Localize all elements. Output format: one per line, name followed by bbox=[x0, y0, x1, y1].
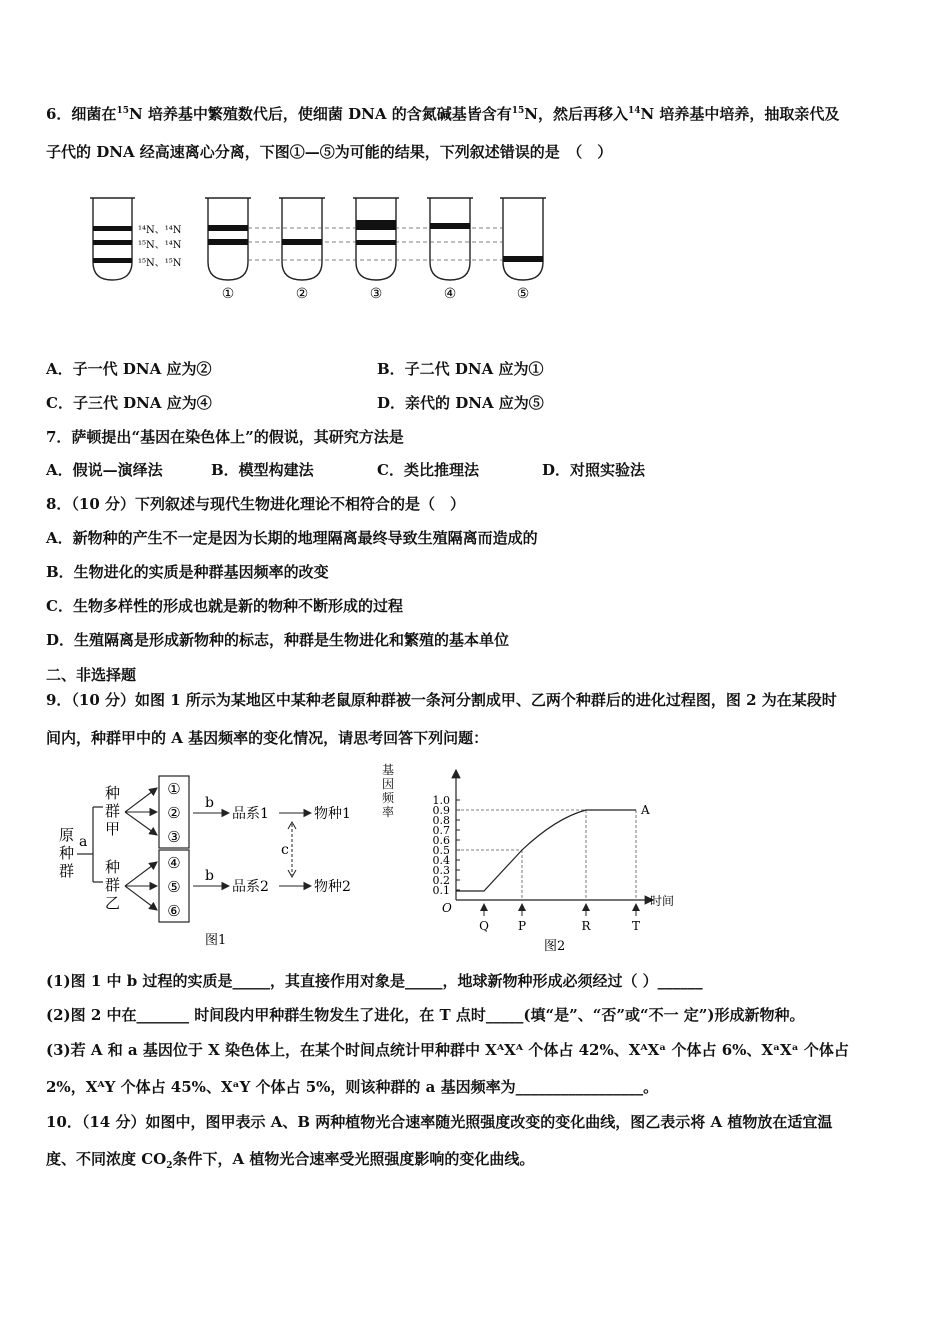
band-15n14n bbox=[93, 240, 132, 245]
point-p: P bbox=[517, 919, 527, 933]
species-1: 物种1 bbox=[314, 806, 351, 822]
tube-label-5: ⑤ bbox=[516, 286, 530, 302]
q9-stem-line1: 9．（10 分）如图 1 所示为某地区中某种老鼠原种群被一条河分割成甲、乙两个种群后的进化过程图，图 2 为在某段时 bbox=[46, 691, 837, 709]
q8-option-d[interactable]: D．生殖隔离是形成新物种的标志，种群是生物进化和繁殖的基本单位 bbox=[46, 631, 510, 649]
x-axis-label: 时间 bbox=[650, 894, 675, 908]
figure-2-caption: 图2 bbox=[544, 939, 566, 954]
tube-label-2: ② bbox=[295, 286, 309, 302]
circle-1: ① bbox=[167, 780, 181, 798]
tube-1-band bbox=[208, 239, 248, 245]
q6-option-d[interactable]: D．亲代的 DNA 应为⑤ bbox=[377, 394, 544, 412]
y-tick-label: 0.5 bbox=[432, 844, 450, 857]
label-c: c bbox=[281, 842, 289, 858]
y-tick-label: 0.4 bbox=[432, 854, 450, 867]
q10-stem-line1: 10．（14 分）如图中，图甲表示 A、B 两种植物光合速率随光照强度改变的变化曲线，图乙表示将 A 植物放在适宜温 bbox=[46, 1113, 833, 1131]
q10-text: 条件下，A 植物光合速率受光照强度影响的变化曲线。 bbox=[172, 1150, 535, 1168]
q10-text: 度、不同浓度 CO bbox=[46, 1150, 167, 1168]
species-2: 物种2 bbox=[314, 879, 351, 895]
tube-3-band bbox=[356, 240, 396, 245]
q10-stem-line2 bbox=[46, 1148, 534, 1169]
q6-centrifuge-figure bbox=[80, 190, 560, 305]
tube-1-band bbox=[208, 225, 248, 231]
q7-option-c[interactable]: C．类比推理法 bbox=[377, 461, 479, 479]
tube-2-band bbox=[282, 239, 322, 245]
isotope-sup: 14 bbox=[627, 106, 641, 116]
tube-5 bbox=[503, 198, 543, 280]
population-a-char: 群 bbox=[105, 802, 121, 820]
gene-frequency-curve bbox=[456, 810, 636, 891]
tube-3 bbox=[356, 198, 396, 280]
origin-population-char: 群 bbox=[59, 862, 75, 880]
isotope-sup: 15 bbox=[116, 106, 129, 116]
tube-3-band bbox=[356, 220, 396, 230]
population-b-char: 乙 bbox=[105, 894, 121, 912]
q9-sub1: (1)图 1 中 b 过程的实质是_____，其直接作用对象是_____，地球新物种形成必须经过（ ）______ bbox=[46, 972, 703, 990]
y-tick-label: 0.8 bbox=[432, 814, 450, 827]
strain-1: 品系1 bbox=[232, 806, 269, 822]
q7-stem: 7．萨顿提出“基因在染色体上”的假说，其研究方法是 bbox=[46, 428, 404, 446]
co2-subscript: 2 bbox=[166, 1161, 173, 1171]
tube-label-4: ④ bbox=[443, 286, 457, 302]
q6-text: 6．细菌在 bbox=[46, 105, 117, 123]
reference-tube bbox=[90, 198, 135, 280]
q9-figure-1 bbox=[55, 772, 375, 952]
y-axis-label-char: 基 bbox=[382, 763, 395, 777]
population-a-char: 甲 bbox=[105, 820, 121, 838]
y-tick-label: 0.3 bbox=[432, 864, 450, 877]
strain-2: 品系2 bbox=[232, 879, 269, 895]
q9-figure-2 bbox=[378, 760, 698, 960]
tube-label-3: ③ bbox=[369, 286, 383, 302]
band-label-15n14n: ¹⁵N、¹⁴N bbox=[138, 240, 182, 251]
circle-3: ③ bbox=[167, 828, 181, 846]
circle-2: ② bbox=[167, 804, 181, 822]
y-axis-label-char: 频 bbox=[382, 791, 395, 805]
tube-4 bbox=[430, 198, 470, 280]
q9-sub3-line2: 2%，XᴬY 个体占 45%、XᵃY 个体占 5%，则该种群的 a 基因频率为_________________。 bbox=[46, 1078, 659, 1096]
population-b-char: 种 bbox=[105, 858, 121, 876]
band-15n15n bbox=[93, 258, 132, 263]
origin-label: O bbox=[442, 901, 452, 915]
point-q: Q bbox=[479, 919, 489, 933]
q9-sub3-line1: (3)若 A 和 a 基因位于 X 染色体上，在某个时间点统计甲种群中 XᴬXᴬ 个体占 42%、XᴬXᵃ 个体占 6%、XᵃXᵃ 个体占 bbox=[46, 1041, 849, 1059]
tube-5-band bbox=[503, 256, 543, 262]
q9-stem-line2: 间内，种群甲中的 A 基因频率的变化情况，请思考回答下列问题： bbox=[46, 729, 489, 747]
band-14n14n bbox=[93, 226, 132, 231]
point-t: T bbox=[631, 919, 641, 933]
y-tick-label: 0.2 bbox=[432, 874, 450, 887]
q7-option-a[interactable]: A．假说—演绎法 bbox=[46, 461, 163, 479]
y-tick-label: 1.0 bbox=[432, 794, 450, 807]
origin-population-char: 种 bbox=[59, 844, 75, 862]
q6-option-b[interactable]: B．子二代 DNA 应为① bbox=[377, 360, 544, 378]
band-label-15n15n: ¹⁵N、¹⁵N bbox=[138, 258, 182, 269]
q8-option-b[interactable]: B．生物进化的实质是种群基因频率的改变 bbox=[46, 563, 329, 581]
y-tick-label: 0.1 bbox=[432, 884, 450, 897]
tube-label-1: ① bbox=[221, 286, 235, 302]
population-a-char: 种 bbox=[105, 784, 121, 802]
figure-1-caption: 图1 bbox=[205, 933, 227, 948]
q6-option-a[interactable]: A．子一代 DNA 应为② bbox=[46, 360, 212, 378]
y-axis-label-char: 率 bbox=[382, 805, 395, 819]
tube-4-band bbox=[430, 223, 470, 229]
circle-4: ④ bbox=[167, 854, 181, 872]
q8-option-c[interactable]: C．生物多样性的形成也就是新的物种不断形成的过程 bbox=[46, 597, 403, 615]
circle-5: ⑤ bbox=[167, 878, 181, 896]
y-tick-label: 0.7 bbox=[432, 824, 450, 837]
point-r: R bbox=[581, 919, 591, 933]
q6-stem-line1 bbox=[46, 103, 839, 124]
q7-option-d[interactable]: D．对照实验法 bbox=[542, 461, 646, 479]
label-a: a bbox=[79, 834, 88, 850]
y-tick-label: 0.9 bbox=[432, 804, 450, 817]
section-heading: 二、非选择题 bbox=[46, 666, 137, 684]
q6-text: N 培养基中培养，抽取亲代及 bbox=[640, 105, 840, 123]
isotope-sup: 15 bbox=[511, 106, 525, 116]
y-tick-label: 0.6 bbox=[432, 834, 450, 847]
circle-6: ⑥ bbox=[167, 902, 181, 920]
q6-stem-line2: 子代的 DNA 经高速离心分离，下图①—⑤为可能的结果，下列叙述错误的是 （ ） bbox=[46, 143, 613, 161]
y-axis-label-char: 因 bbox=[382, 777, 395, 791]
label-b-top: b bbox=[205, 795, 214, 811]
q8-stem: 8．（10 分）下列叙述与现代生物进化理论不相符合的是（ ） bbox=[46, 495, 466, 513]
label-b-bottom: b bbox=[205, 868, 214, 884]
q7-option-b[interactable]: B．模型构建法 bbox=[211, 461, 314, 479]
q6-option-c[interactable]: C．子三代 DNA 应为④ bbox=[46, 394, 212, 412]
q9-sub2: (2)图 2 中在_______ 时间段内甲种群生物发生了进化，在 T 点时_____(填“是”、“否”或“不一 定”)形成新物种。 bbox=[46, 1006, 805, 1024]
q6-text: N 培养基中繁殖数代后，使细菌 DNA 的含氮碱基皆含有 bbox=[128, 105, 512, 123]
q6-text: N，然后再移入 bbox=[524, 105, 628, 123]
band-label-14n14n: ¹⁴N、¹⁴N bbox=[138, 225, 182, 236]
series-label: A bbox=[641, 803, 650, 817]
q8-option-a[interactable]: A．新物种的产生不一定是因为长期的地理隔离最终导致生殖隔离而造成的 bbox=[46, 529, 538, 547]
population-b-char: 群 bbox=[105, 876, 121, 894]
origin-population-char: 原 bbox=[59, 826, 75, 844]
